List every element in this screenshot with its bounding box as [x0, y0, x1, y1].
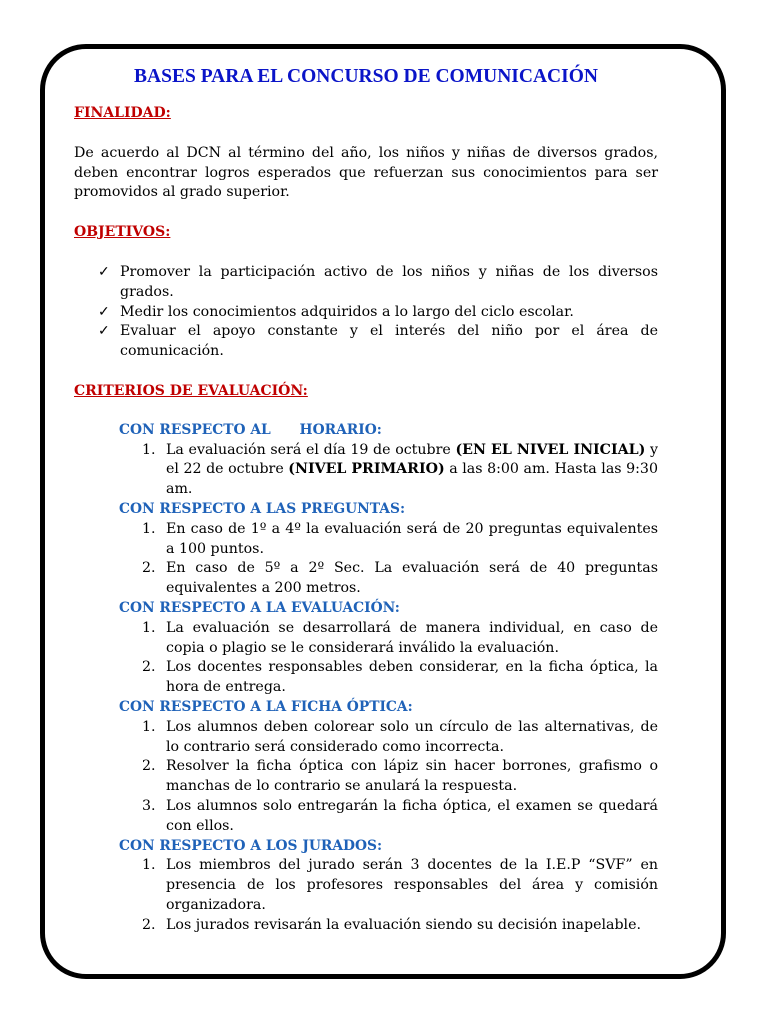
list-item: [142, 559, 658, 599]
check-icon: ✓: [98, 263, 110, 280]
item-text: En caso de 1º a 4º la evaluación será de 20 preguntas equivalentes a 100 puntos.: [166, 520, 658, 557]
ficha-list: [74, 718, 658, 837]
item-text: Resolver la ficha óptica con lápiz sin hacer borrones, grafismo o manchas de lo contrario se anulará la respuesta.: [166, 758, 658, 795]
item-text: En caso de 5º a 2º Sec. La evaluación será de 40 preguntas equivalentes a 200 metros.: [166, 560, 658, 597]
objetivos-list: [74, 263, 658, 362]
evaluacion-heading: CON RESPECTO A LA EVALUACIÓN:: [119, 599, 400, 616]
item-text: Los jurados revisarán la evaluación siendo su decisión inapelable.: [166, 916, 641, 933]
criterios-heading: CRITERIOS DE EVALUACIÓN:: [74, 382, 308, 399]
list-item: [142, 797, 658, 837]
check-icon: ✓: [98, 303, 110, 320]
jurados-heading: CON RESPECTO A LOS JURADOS:: [119, 837, 383, 854]
horario-text-3: a las 8:00 am. Hasta las 9:30 am.: [166, 461, 658, 498]
horario-heading: CON RESPECTO AL HORARIO:: [119, 421, 382, 438]
jurados-list: [74, 856, 658, 935]
finalidad-heading: FINALIDAD:: [74, 105, 171, 121]
horario-bold-primario: (NIVEL PRIMARIO): [288, 461, 445, 478]
objetivo-text: Promover la participación activo de los niños y niñas de los diversos grados.: [120, 263, 658, 300]
list-item: [98, 303, 658, 323]
item-number: 2.: [142, 659, 156, 676]
item-text: Los docentes responsables deben considerar, en la ficha óptica, la hora de entrega.: [166, 659, 658, 696]
list-item: [142, 856, 658, 915]
item-number: 2.: [142, 916, 156, 933]
list-item: [98, 322, 658, 362]
objetivos-heading: OBJETIVOS:: [74, 224, 171, 241]
objetivo-text: Evaluar el apoyo constante y el interés del niño por el área de comunicación.: [120, 323, 658, 360]
item-text: Los alumnos solo entregarán la ficha óptica, el examen se quedará con ellos.: [166, 797, 658, 834]
list-item: [98, 263, 658, 303]
horario-bold-inicial: (EN EL NIVEL INICIAL): [455, 441, 646, 458]
ficha-heading: CON RESPECTO A LA FICHA ÓPTICA:: [119, 698, 413, 715]
horario-text-2: y el 22 de octubre: [166, 441, 658, 478]
horario-text-1: La evaluación será el día 19 de octubre: [166, 441, 456, 458]
item-number: 1.: [142, 619, 156, 636]
list-item: [142, 619, 658, 659]
item-number: 2.: [142, 560, 156, 577]
list-item: [142, 520, 658, 560]
item-number: 1.: [142, 718, 156, 735]
item-number: 1.: [142, 441, 156, 458]
item-text: Los miembros del jurado serán 3 docentes de la I.E.P “SVF” en presencia de los profesores responsables del área y comisión organizadora.: [166, 857, 658, 913]
evaluacion-list: [74, 619, 658, 698]
finalidad-text: De acuerdo al DCN al término del año, los niños y niñas de diversos grados, deben encontrar logros esperados que refuerzan sus conocimientos para ser promovidos al grado superior.: [74, 144, 658, 201]
list-item: [142, 441, 658, 500]
list-item: [142, 718, 658, 758]
check-icon: ✓: [98, 323, 110, 340]
item-number: 2.: [142, 758, 156, 775]
list-item: [142, 916, 658, 936]
item-number: 3.: [142, 797, 156, 814]
item-text: Los alumnos deben colorear solo un círculo de las alternativas, de lo contrario será considerado como incorrecta.: [166, 718, 658, 755]
item-number: 1.: [142, 520, 156, 537]
list-item: [142, 757, 658, 797]
horario-list: [74, 441, 658, 500]
item-number: 1.: [142, 857, 156, 874]
preguntas-heading: CON RESPECTO A LAS PREGUNTAS:: [119, 500, 406, 517]
document-body: [74, 64, 658, 935]
list-item: [142, 658, 658, 698]
document-title: BASES PARA EL CONCURSO DE COMUNICACIÓN: [134, 66, 598, 87]
item-text: La evaluación se desarrollará de manera individual, en caso de copia o plagio se le considerará inválido la evaluación.: [166, 619, 658, 656]
preguntas-list: [74, 520, 658, 599]
objetivo-text: Medir los conocimientos adquiridos a lo largo del ciclo escolar.: [120, 303, 574, 320]
